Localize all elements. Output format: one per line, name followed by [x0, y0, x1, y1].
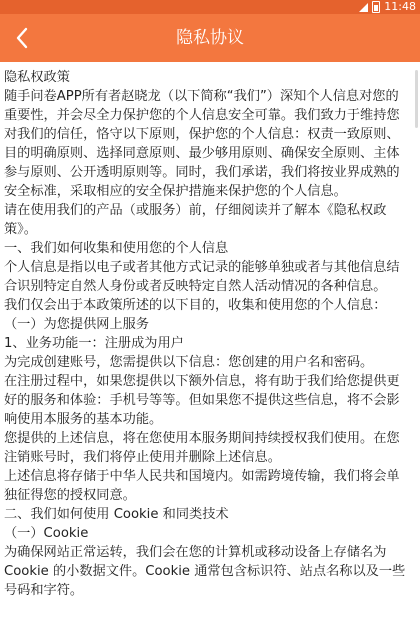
page-title: 隐私协议 [176, 28, 244, 48]
status-bar [0, 0, 420, 14]
policy-paragraph: 我们仅会出于本政策所述的以下目的，收集和使用您的个人信息： [4, 298, 387, 313]
section-heading: 一、我们如何收集和使用您的个人信息 [4, 241, 229, 256]
policy-paragraph: 请在使用我们的产品（或服务）前，仔细阅读并了解本《隐私权政策》。 [4, 203, 387, 237]
section-heading: 二、我们如何使用 Cookie 和同类技术 [4, 507, 229, 522]
policy-content[interactable] [0, 62, 412, 633]
status-time: 11:48 [384, 0, 416, 13]
policy-paragraph: 您提供的上述信息，将在您使用本服务期间持续授权我们使用。在您注销账号时，我们将停止使用并删除上述信息。 [4, 431, 400, 465]
signal-icon [359, 3, 368, 12]
policy-paragraph: 随手问卷APP所有者赵晓龙（以下简称“我们”）深知个人信息对您的重要性，并会尽全力保护您的个人信息安全可靠。我们致力于维持您对我们的信任，恪守以下原则，保护您的个人信息：权责一致原则、目的明确原则、选择同意原则、最少够用原则、确保安全原则、主体参与原则、公开透明原则等。同时，我们承诺，我们将按业界成熟的安全标准，采取相应的安全保护措施来保护您的个人信息。 [4, 89, 400, 199]
app-bar [0, 14, 420, 62]
policy-paragraph: 上述信息将存储于中华人民共和国境内。如需跨境传输，我们将会单独征得您的授权同意。 [4, 469, 400, 503]
policy-paragraph: 为完成创建账号，您需提供以下信息：您创建的用户名和密码。 [4, 355, 374, 370]
policy-heading: 隐私权政策 [4, 70, 70, 85]
policy-paragraph: 1、业务功能一：注册成为用户 [4, 336, 184, 351]
policy-paragraph: 在注册过程中，如果您提供以下额外信息，将有助于我们给您提供更好的服务和体验：手机号等等。但如果您不提供这些信息，将不会影响使用本服务的基本功能。 [4, 374, 400, 427]
scrollbar[interactable] [415, 70, 418, 128]
subsection-heading: （一）Cookie [4, 526, 89, 541]
battery-icon [372, 1, 380, 13]
policy-paragraph: 为确保网站正常运转，我们会在您的计算机或移动设备上存储名为 Cookie 的小数据文件。Cookie 通常包含标识符、站点名称以及一些号码和字符。 [4, 545, 406, 598]
status-icons [359, 0, 416, 14]
policy-paragraph: 个人信息是指以电子或者其他方式记录的能够单独或者与其他信息结合识别特定自然人身份或者反映特定自然人活动情况的各种信息。 [4, 260, 400, 294]
subsection-heading: （一）为您提供网上服务 [4, 317, 150, 332]
